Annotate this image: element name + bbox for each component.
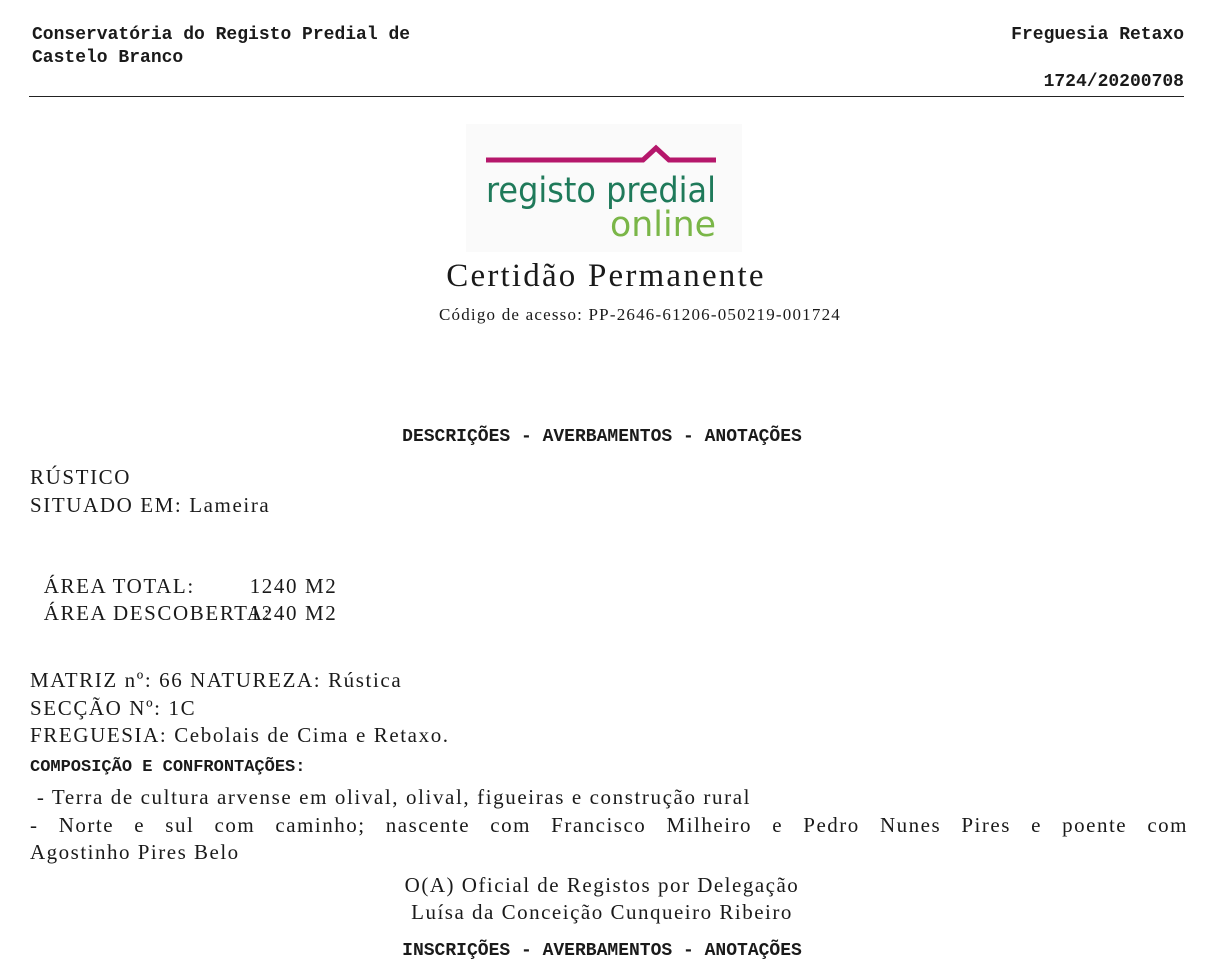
record-number: 1724/20200708 — [1043, 72, 1184, 92]
area-uncovered-row — [30, 574, 337, 626]
property-location: SITUADO EM: Lameira — [30, 493, 271, 517]
certificate-title: Certidão Permanente — [446, 258, 766, 294]
logo-roof-line — [486, 148, 716, 160]
registry-office-name — [32, 24, 410, 70]
confrontations-line-1: - Norte e sul com caminho; nascente com Francisco Milheiro e Pedro Nunes Pires e poente com — [30, 813, 1188, 837]
section-info: SECÇÃO Nº: 1C — [30, 696, 197, 720]
signatory-name: Luísa da Conceição Cunqueiro Ribeiro — [411, 900, 793, 924]
area-uncovered-label: ÁREA DESCOBERTA: — [43, 601, 272, 625]
inscriptions-section-heading: INSCRIÇÕES - AVERBAMENTOS - ANOTAÇÕES — [402, 941, 802, 961]
parish-name: Freguesia Retaxo — [1011, 25, 1184, 45]
property-type: RÚSTICO — [30, 465, 132, 489]
area-total-value: 1240 M2 — [249, 574, 338, 598]
confrontations-line-2: Agostinho Pires Belo — [30, 840, 240, 864]
logo-word-registo-predial: registo predial — [486, 171, 716, 211]
logo-word-online: online — [610, 205, 716, 245]
descriptions-section-heading: DESCRIÇÕES - AVERBAMENTOS - ANOTAÇÕES — [402, 427, 802, 447]
access-code: Código de acesso: PP-2646-61206-050219-001724 — [438, 305, 841, 324]
composition-item-1: - Terra de cultura arvense em olival, olival, figueiras e construção rural — [30, 785, 752, 809]
office-line-1: Conservatória do Registo Predial de — [32, 25, 411, 45]
signatory-role: O(A) Oficial de Registos por Delegação — [404, 873, 800, 897]
office-line-2: Castelo Branco — [32, 48, 184, 68]
logo-graphic — [466, 124, 742, 252]
area-total-label: ÁREA TOTAL: — [43, 574, 195, 598]
matrix-info: MATRIZ nº: 66 NATUREZA: Rústica — [30, 668, 403, 692]
area-uncovered-value: 1240 M2 — [249, 601, 338, 625]
registo-predial-online-logo — [466, 124, 742, 252]
parish-info: FREGUESIA: Cebolais de Cima e Retaxo. — [30, 723, 450, 747]
header-divider — [29, 96, 1184, 97]
composition-heading: COMPOSIÇÃO E CONFRONTAÇÕES: — [30, 758, 306, 777]
